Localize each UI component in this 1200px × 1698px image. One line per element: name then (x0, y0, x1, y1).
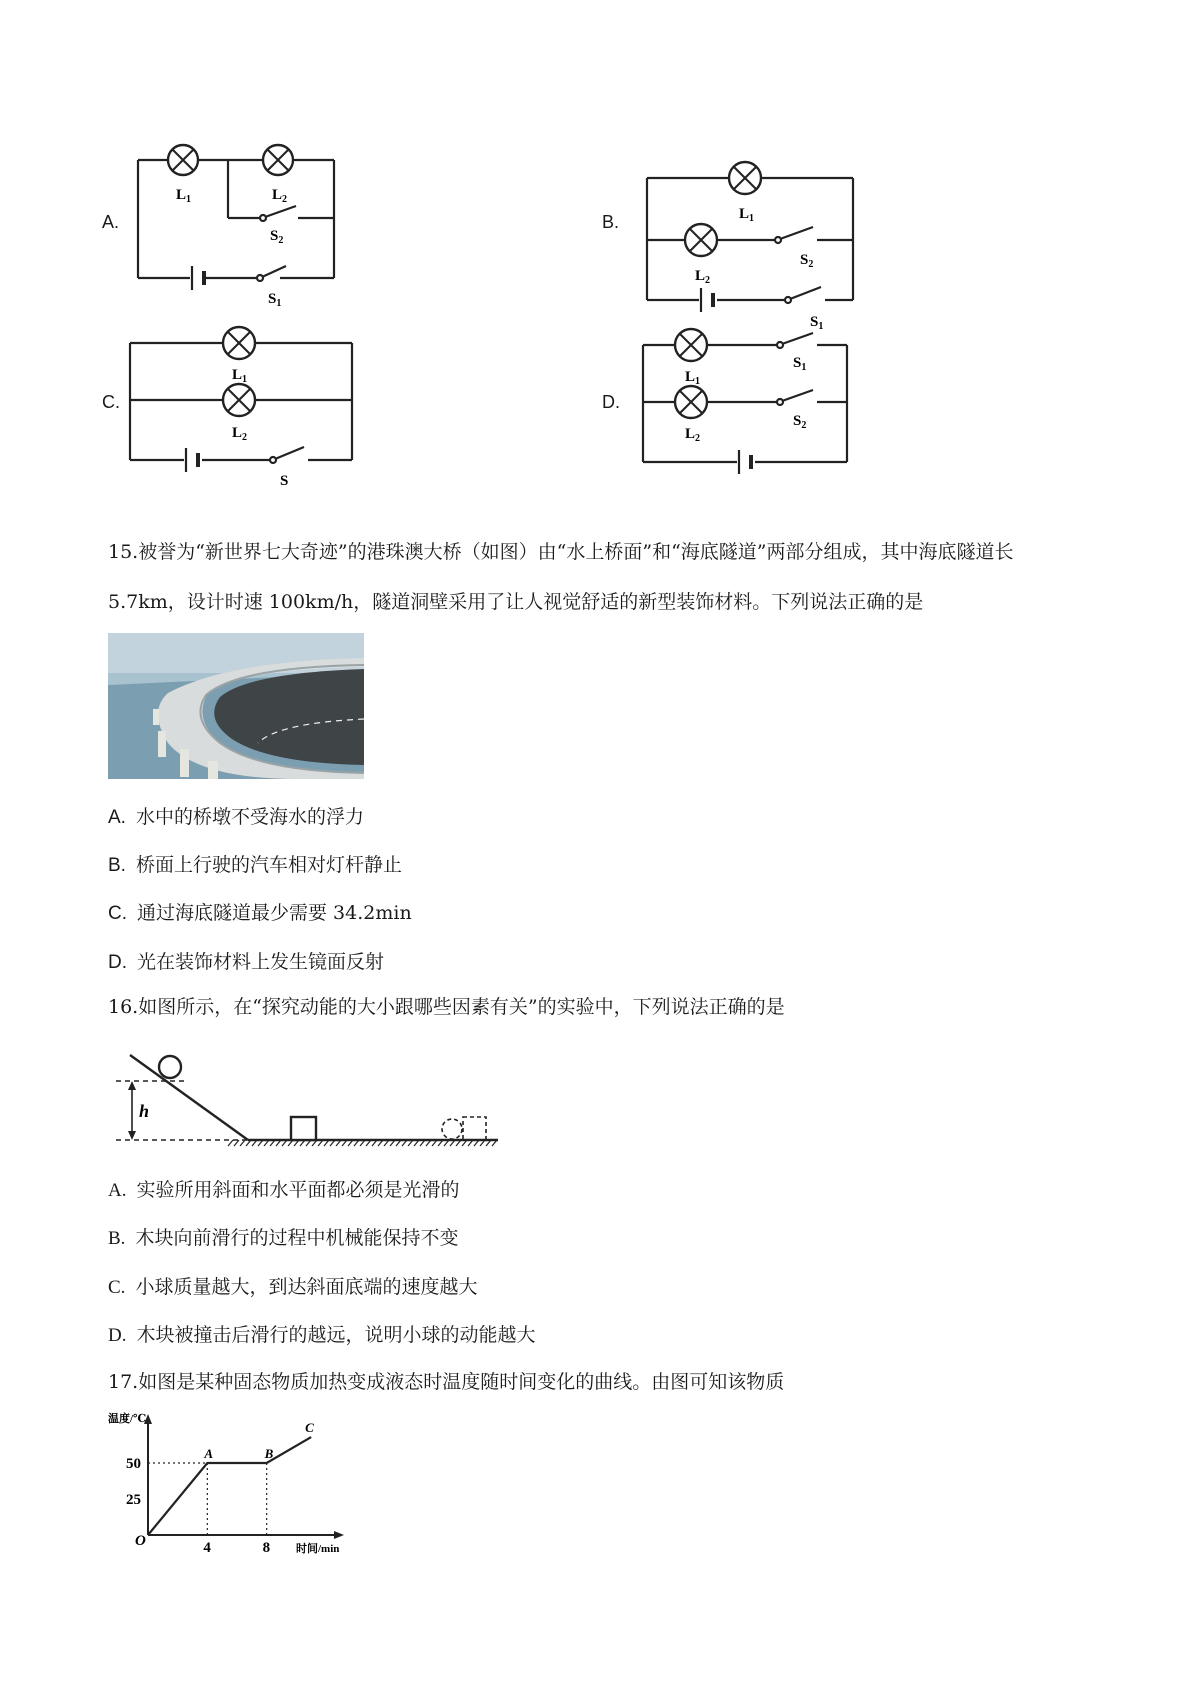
point-label-a: A (204, 1446, 214, 1461)
q15-option-c[interactable]: C. 通过海底隧道最少需要 34.2min (108, 902, 412, 924)
ground-hatch (234, 1140, 239, 1146)
switch-s-icon (270, 447, 304, 463)
ramp-experiment-diagram (108, 1045, 508, 1155)
switch-s2-icon (260, 206, 296, 221)
q15-option-a[interactable]: A. 水中的桥墩不受海水的浮力 (108, 806, 364, 828)
label-s: S (280, 473, 289, 489)
battery-icon (192, 266, 204, 290)
q16-stem: 16.如图所示，在“探究动能的大小跟哪些因素有关”的实验中，下列说法正确的是 (108, 996, 785, 1018)
point-label-c: C (305, 1420, 314, 1436)
battery-icon (186, 448, 198, 472)
label-s1: $S_1$ (810, 314, 824, 330)
label-s2: $S_2$ (270, 228, 284, 246)
x-axis-label: 时间/min (296, 1543, 340, 1555)
q16-option-b[interactable]: B. 木块向前滑行的过程中机械能保持不变 (108, 1227, 459, 1249)
q16-option-c[interactable]: C. 小球质量越大，到达斜面底端的速度越大 (108, 1276, 478, 1298)
moved-ball-icon (442, 1119, 462, 1139)
label-l2: $L_2$ (685, 426, 701, 444)
lamp-l1-icon (168, 145, 198, 175)
bridge-photo (108, 633, 364, 779)
q15-stem-line1: 15.被誉为“新世界七大奇迹”的港珠澳大桥（如图）由“水上桥面”和“海底隧道”两部分组成，其中海底隧道长 (108, 541, 1014, 563)
circuit-c-label: C. (102, 392, 120, 412)
battery-icon (739, 450, 751, 474)
label-s1: $S_1$ (268, 291, 282, 309)
ground-hatch (240, 1140, 245, 1146)
height-label: h (139, 1101, 150, 1121)
x-tick-label: 8 (262, 1540, 271, 1556)
x-tick-label: 4 (203, 1540, 211, 1556)
lamp-l2-icon (685, 224, 717, 256)
label-l1: $L_1$ (685, 369, 701, 387)
y-axis-label: 温度/℃ (108, 1413, 147, 1425)
q16-option-a[interactable]: A. 实验所用斜面和水平面都必须是光滑的 (108, 1179, 460, 1201)
wood-block-icon (291, 1117, 316, 1140)
q16-option-d[interactable]: D. 木块被撞击后滑行的越远，说明小球的动能越大 (108, 1324, 536, 1346)
temperature-time-chart (108, 1410, 368, 1560)
y-tick-label: 50 (126, 1456, 141, 1472)
lamp-l2-icon (263, 145, 293, 175)
point-label-b: B (264, 1446, 274, 1461)
label-l2: $L_2$ (695, 268, 711, 286)
circuit-b-diagram (625, 140, 865, 330)
q15-option-b[interactable]: B. 桥面上行驶的汽车相对灯杆静止 (108, 854, 402, 876)
battery-icon (701, 288, 713, 312)
switch-s2-icon (777, 390, 813, 405)
ball-icon (159, 1056, 181, 1078)
label-s2: $S_2$ (800, 252, 814, 270)
circuit-a-diagram (120, 140, 350, 310)
temperature-curve (148, 1437, 311, 1535)
label-s2: $S_2$ (793, 413, 807, 431)
circuit-a-label: A. (102, 212, 120, 232)
origin-label: O (135, 1533, 146, 1549)
lamp-l1-icon (675, 329, 707, 361)
switch-s1-icon (777, 333, 813, 348)
lamp-l2-icon (223, 384, 255, 416)
circuit-d-diagram (625, 325, 865, 525)
moved-block-icon (463, 1117, 486, 1140)
switch-s1-icon (785, 287, 821, 303)
switch-s2-icon (775, 227, 813, 243)
circuit-b-label: B. (602, 212, 620, 232)
circuit-c-diagram (120, 325, 360, 525)
label-l2: $L_2$ (232, 425, 248, 443)
lamp-l1-icon (223, 327, 255, 359)
circuit-d-label: D. (602, 392, 620, 412)
q17-stem: 17.如图是某种固态物质加热变成液态时温度随时间变化的曲线。由图可知该物质 (108, 1371, 785, 1393)
lamp-l1-icon (729, 162, 761, 194)
label-l1: $L_1$ (739, 206, 755, 224)
x-axis-arrow-icon (334, 1531, 344, 1539)
label-l1: $L_1$ (232, 367, 248, 385)
label-l1: $L_1$ (176, 187, 192, 205)
q15-option-d[interactable]: D. 光在装饰材料上发生镜面反射 (108, 951, 385, 973)
ground-hatch (228, 1140, 233, 1146)
y-tick-label: 25 (126, 1492, 141, 1508)
lamp-l2-icon (675, 386, 707, 418)
label-s1: $S_1$ (793, 355, 807, 373)
q15-stem-line2: 5.7km，设计时速 100km/h，隧道洞壁采用了让人视觉舒适的新型装饰材料。下列说法正确的是 (108, 591, 924, 613)
label-l2: $L_2$ (272, 187, 288, 205)
